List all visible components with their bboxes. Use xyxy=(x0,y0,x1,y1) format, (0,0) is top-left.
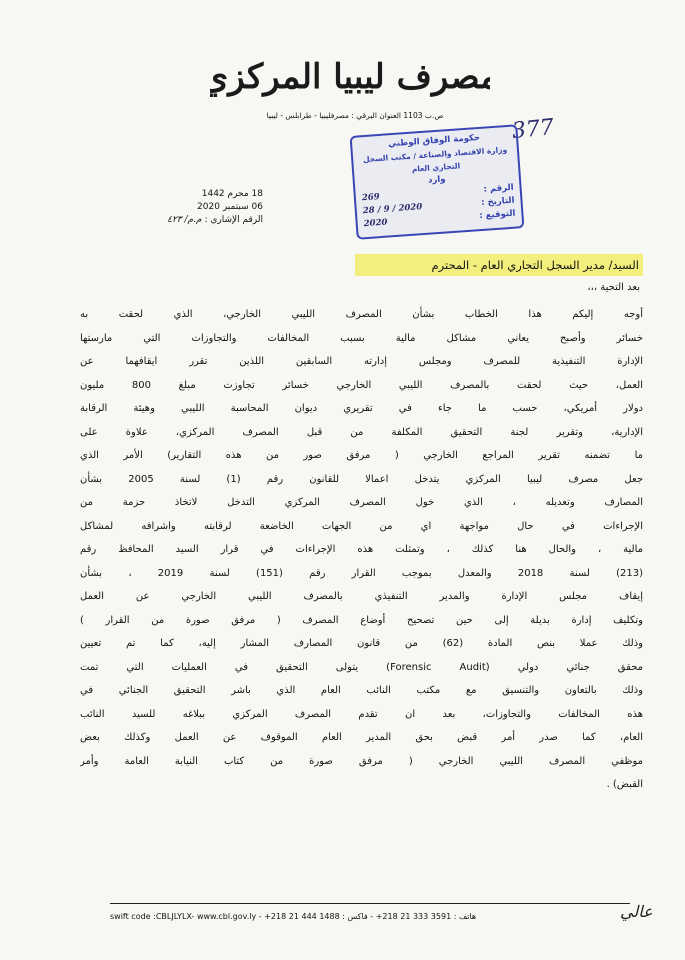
reference-value: م.م/ ٤٢٣ xyxy=(167,215,202,225)
stamp-date-label: التاريخ : xyxy=(480,195,515,208)
handwritten-number: 377 xyxy=(510,114,556,145)
footer-contact: هاتف : 3591 333 21 218+ - فاكس : 1488 444 21 218+ - swift code :CBLJLYLX- www.cbl.gov.ly xyxy=(110,912,477,921)
central-bank-logo xyxy=(210,42,490,108)
body-line: موظفي المصرف الليبي الخارجي ( مرفق صورة من كتاب النيابة العامة وأمر xyxy=(80,755,643,767)
stamp-type: وارد xyxy=(427,174,446,186)
bank-address: ص.ب 1103 العنوان البرقي : مصرفليبيا - طرابلس - ليبيا xyxy=(266,111,444,120)
stamp-signature-value: 2020 xyxy=(363,217,388,230)
stamp-line-2: وزارة الاقتصاد والصناعة / مكتب السجل التجاري العام xyxy=(362,145,508,174)
body-line: محقق جنائي دولي (Forensic Audit) يتولى التحقيق في العمليات التي تمت xyxy=(80,661,643,673)
body-line: العمل، حيث لحقت بالمصرف الليبي الخارجي خسائر تجاوزت مبلغ 800 مليون xyxy=(80,379,643,391)
logo-text: مصرف ليبيا المركزي xyxy=(210,57,490,97)
stamp-date-value: 2020 / 9 / 28 xyxy=(362,202,423,217)
body-line: هذه المخالفات والتجاوزات، بعد ان تقدم المصرف المركزي ببلاغه للسيد النائب xyxy=(80,708,643,720)
hijri-date: 18 محرم 1442 xyxy=(201,189,263,199)
footer-signature: عالي xyxy=(620,902,653,921)
footer-divider xyxy=(110,903,630,904)
body-line: القبض) . xyxy=(606,779,643,790)
greeting: بعد التحية ،،، xyxy=(587,282,640,293)
logo-calligraphy xyxy=(210,42,490,108)
body-line: الإجراءات في حال مواجهة اي من الجهات الخاضعة لرقابته واشرافه لمشاكل xyxy=(80,520,643,532)
body-line: وذلك بالتعاون والتنسيق مع مكتب النائب العام الذي باشر التحقيق الجنائي في xyxy=(80,685,643,696)
body-line: جعل مصرف ليبيا المركزي يتدخل اعمالا للقانون رقم (1) لسنة 2005 بشأن xyxy=(80,473,643,485)
stamp-signature-label: التوقيع : xyxy=(479,208,516,222)
body-line: المصارف وتعديله ، الذي خول المصرف المركزي التدخل لاتخاذ حزمة من xyxy=(80,497,643,508)
body-line: وذلك عملا بنص المادة (62) من قانون المصارف المشار إليه، كما تم تعيين xyxy=(80,638,643,649)
recipient-line: السيد/ مدير السجل التجاري العام - المحترم xyxy=(355,254,643,276)
body-line: الإدارية، وتقرير لجنة التحقيق المكلفة من قبل المصرف المركزي، علاوة على xyxy=(80,426,643,438)
body-line: خسائر وأصبح يعاني مشاكل مالية بسبب المخالفات والتجاوزات التي مارستها xyxy=(80,332,643,344)
reference-label: الرقم الإشاري : xyxy=(204,215,263,225)
body-line: أوجه إليكم هذا الخطاب بشأن المصرف الليبي الخارجي، الذي لحقت به xyxy=(80,309,643,320)
stamp-number-value: 269 xyxy=(361,192,381,204)
body-line: الإدارة التنفيذية للمصرف ومجلس إدارته السابقين اللذين تقرر ايقافهما عن xyxy=(80,356,643,367)
body-line: العام، كما صدر أمر قبض بحق المدير العام الموقوف عن العمل وكذلك بعض xyxy=(80,732,643,743)
body-line: إيقاف مجلس الإدارة والمدير التنفيذي بالمصرف الليبي الخارجي عن العمل xyxy=(80,591,643,602)
letter-body xyxy=(80,303,643,797)
incoming-stamp xyxy=(350,124,525,239)
reference-row xyxy=(153,214,263,227)
stamp-line-1: حكومة الوفاق الوطني xyxy=(387,132,481,150)
letter-dates xyxy=(153,188,263,227)
body-line: دولار أمريكي، حسب ما جاء في تقريري ديوان المحاسبة الليبي وهيئة الرقابة xyxy=(80,403,643,414)
body-line: (213) لسنة 2018 والمعدل بموجب القرار رقم (151) لسنة 2019 ، بشأن xyxy=(80,567,643,579)
body-line: مالية ، والحال هنا كذلك ، وتمثلت هذه الإجراءات في قرار السيد المحافظ رقم xyxy=(80,544,643,555)
gregorian-date: 06 سبتمبر 2020 xyxy=(197,202,263,212)
body-line: ما تضمنه تقرير المراجع الخارجي ( مرفق صور من هذه التقارير) الأمر الذي xyxy=(80,450,643,461)
body-line: وتكليف إدارة بديلة إلى حين تصحيح أوضاع المصرف ( مرفق صورة من القرار ) xyxy=(80,614,643,626)
stamp-number-label: الرقم : xyxy=(483,182,514,195)
